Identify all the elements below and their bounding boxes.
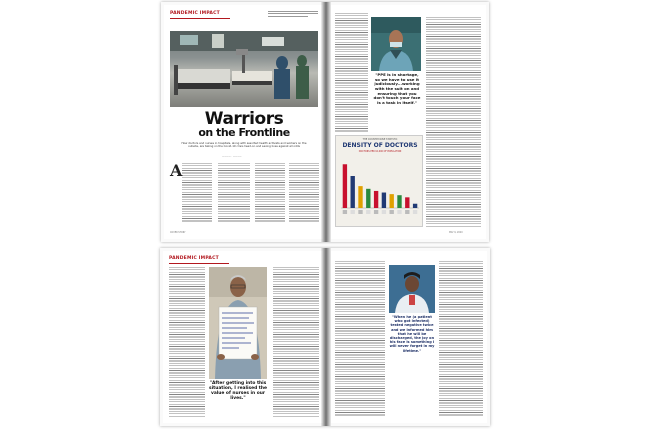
right-page (331, 5, 486, 239)
hospital-ward-photo (170, 31, 318, 107)
chart-bar-1 (343, 164, 347, 208)
density-infobox (335, 135, 423, 227)
chart-bar-4 (366, 189, 370, 208)
footer-left: COVER STORY (170, 231, 186, 234)
country-flag-4 (366, 210, 370, 214)
chart-bar-6 (382, 193, 386, 208)
right-page-2 (331, 251, 487, 423)
magazine-spread-top (161, 2, 489, 242)
center-fold-2 (321, 248, 331, 426)
text-column-2 (218, 163, 250, 223)
text-column-1 (182, 163, 212, 223)
infobox-kicker: THE COUNTRY-WISE STATISTIC (362, 138, 398, 141)
pull-quote: "PPE is in shortage, so we have to use it judiciously...working with the suit on and ensuring that you don't touch your face is a task in itself." (373, 72, 421, 106)
country-flag-3 (358, 210, 362, 214)
man-with-sign-photo (209, 267, 267, 379)
text-column-9 (335, 261, 385, 417)
footer-right: MAY 9, 2020 (449, 231, 463, 234)
section-label-2: PANDEMIC IMPACT (169, 256, 219, 261)
country-flag-10 (413, 210, 417, 214)
section-rule-2 (169, 263, 229, 264)
center-fold (321, 2, 331, 242)
section-rule (170, 18, 230, 19)
photo-caption (268, 11, 318, 18)
chart-bar-2 (351, 176, 355, 208)
drop-cap: A (170, 161, 183, 180)
chart-bar-10 (413, 204, 417, 208)
country-flag-6 (382, 210, 386, 214)
country-flag-7 (390, 210, 394, 214)
text-column-5 (335, 13, 368, 133)
chart-bar-7 (390, 194, 394, 208)
nurse-pull-quote: "When he (a patient who got infected) tested negative twice and we informed him that he will be discharged, the joy on his face is something I will never forget in my lifetime." (389, 315, 435, 353)
text-column-10 (439, 261, 483, 417)
text-column-6 (426, 17, 481, 227)
magazine-spread-bottom (160, 248, 490, 426)
chart-bar-8 (397, 195, 401, 208)
chart-bar-5 (374, 191, 378, 208)
infobox-title: DENSITY OF DOCTORS (342, 142, 418, 149)
text-column-7 (169, 267, 205, 417)
infobox-subtitle: DOCTORS PER 10,000 OF POPULATION (358, 150, 402, 153)
doctor-photo (371, 17, 421, 71)
standfirst: How doctors and nurses in hospitals, along with assorted health activists and workers on the outside, are taking on the Covid-19 crisis head-on and saving lives against all odds (181, 141, 307, 149)
nurse-photo (389, 265, 435, 313)
chart-bar-9 (405, 197, 409, 208)
country-flag-2 (351, 210, 355, 214)
headline-line1: Warriors (204, 109, 284, 129)
country-flag-5 (374, 210, 378, 214)
text-column-3 (255, 163, 285, 223)
text-column-4 (289, 163, 319, 223)
country-flag-9 (405, 210, 409, 214)
text-column-8 (273, 267, 319, 417)
byline: ———— · ———— (222, 155, 242, 158)
sign-quote: "After getting into this situation, I realised the value of nurses in our lives." (209, 381, 267, 402)
country-flag-8 (397, 210, 401, 214)
headline-line2: on the Frontline (198, 126, 290, 139)
country-flag-1 (343, 210, 347, 214)
left-page (164, 5, 323, 239)
left-page-2 (163, 251, 323, 423)
chart-bar-3 (358, 186, 362, 208)
section-label: PANDEMIC IMPACT (170, 11, 220, 16)
density-bar-chart (338, 156, 422, 220)
